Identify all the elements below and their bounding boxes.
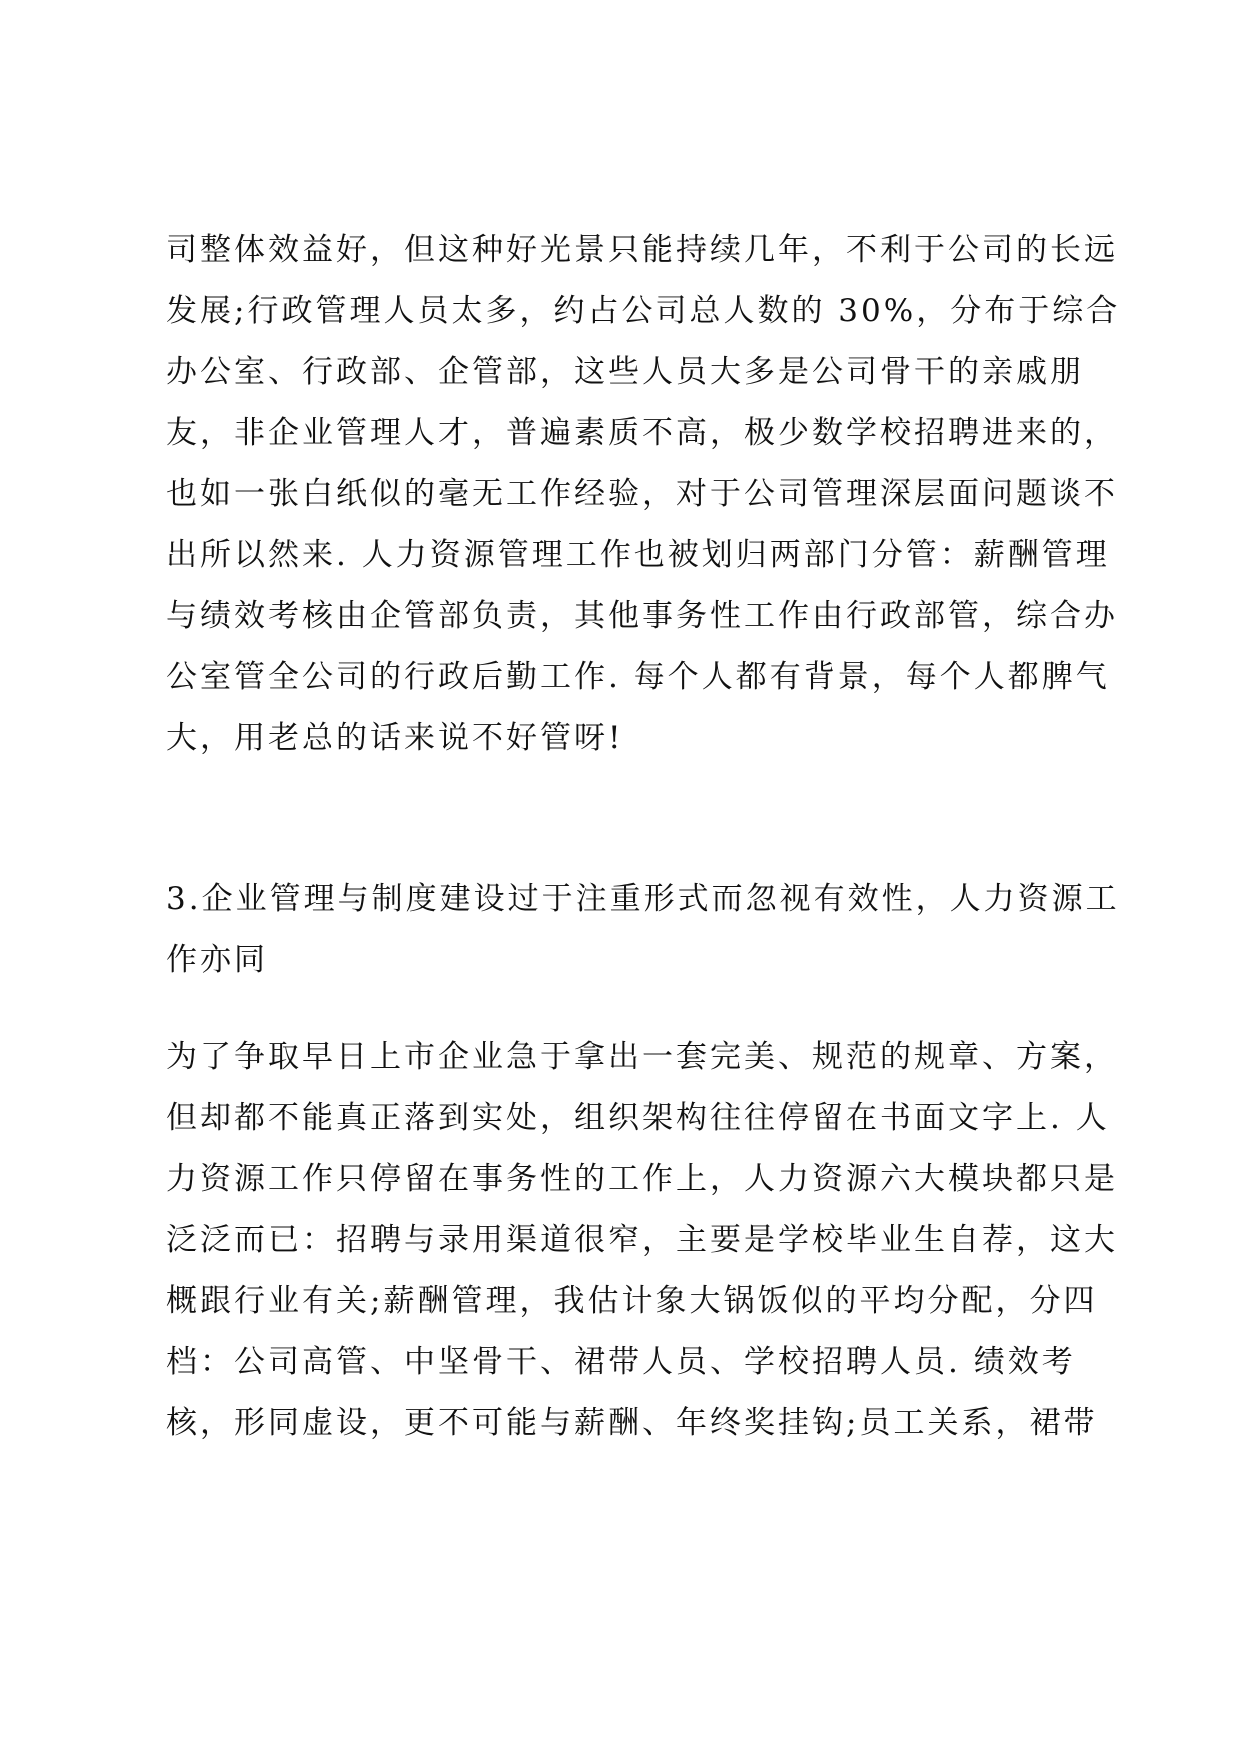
text-line: 友，非企业管理人才，普遍素质不高，极少数学校招聘进来的，	[166, 415, 1118, 451]
section-heading-3	[166, 869, 1120, 991]
text-line: 办公室、行政部、企管部，这些人员大多是公司骨干的亲戚朋	[166, 354, 1084, 390]
text-line: 但却都不能真正落到实处，组织架构往往停留在书面文字上. 人	[166, 1100, 1110, 1136]
paragraph-management-staff	[166, 220, 1121, 769]
heading-line: 作亦同	[166, 942, 268, 978]
text-line: 公室管全公司的行政后勤工作. 每个人都有背景，每个人都脾气	[166, 659, 1110, 695]
text-line: 大，用老总的话来说不好管呀!	[166, 720, 624, 756]
text-line: 概跟行业有关;薪酬管理，我估计象大锅饭似的平均分配，分四	[166, 1283, 1098, 1319]
text-line: 出所以然来. 人力资源管理工作也被划归两部门分管：薪酬管理	[166, 537, 1110, 573]
text-line: 与绩效考核由企管部负责，其他事务性工作由行政部管，综合办	[166, 598, 1118, 634]
text-line: 也如一张白纸似的毫无工作经验，对于公司管理深层面问题谈不	[166, 476, 1118, 512]
text-line: 档：公司高管、中坚骨干、裙带人员、学校招聘人员. 绩效考	[166, 1344, 1076, 1380]
text-line: 泛泛而已：招聘与录用渠道很窄，主要是学校毕业生自荐，这大	[166, 1222, 1118, 1258]
paragraph-hr-work	[166, 1027, 1118, 1454]
text-line: 力资源工作只停留在事务性的工作上，人力资源六大模块都只是	[166, 1161, 1118, 1197]
text-line: 核，形同虚设，更不可能与薪酬、年终奖挂钩;员工关系，裙带	[166, 1405, 1098, 1441]
heading-line: 3.企业管理与制度建设过于注重形式而忽视有效性，人力资源工	[166, 881, 1120, 917]
text-line: 司整体效益好，但这种好光景只能持续几年，不利于公司的长远	[166, 232, 1118, 268]
text-line: 为了争取早日上市企业急于拿出一套完美、规范的规章、方案，	[166, 1039, 1118, 1075]
text-line: 发展;行政管理人员太多，约占公司总人数的 30%，分布于综合	[166, 293, 1121, 329]
